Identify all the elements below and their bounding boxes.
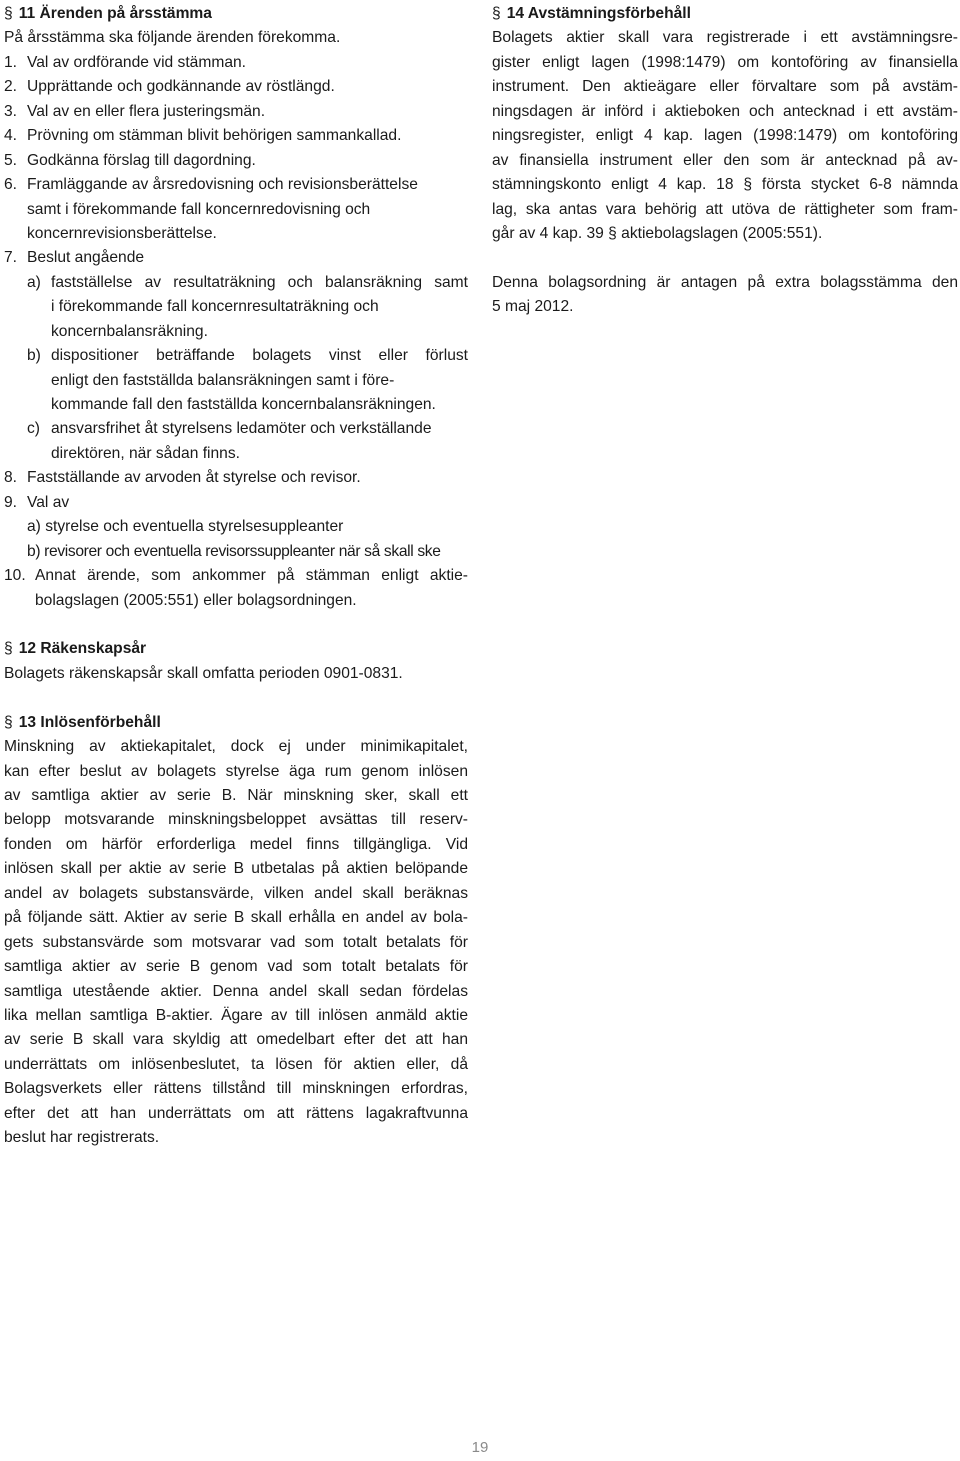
item-text: Val av	[27, 493, 70, 511]
agenda-item-7a	[4, 271, 468, 295]
section-14-line: instrument. Den aktieägare eller förvaltare som på avstäm-	[492, 78, 958, 96]
spacer	[4, 613, 468, 637]
section-14-line: Bolagets aktier skall vara registrerade i ett avstämningsre-	[492, 29, 958, 47]
section-13-line: andel av bolagets substansvärde, vilken andel skall beräknas	[4, 884, 468, 902]
adoption-date: 5 maj 2012.	[492, 298, 574, 316]
sub-item-text: dispositioner beträffande bolagets vinst eller förlust	[51, 347, 468, 365]
section-13-line: samtliga aktier av serie B genom vad som totalt betalats för	[4, 958, 468, 976]
section-12-title: 12 Räkenskapsår	[18, 640, 147, 658]
agenda-item-4	[4, 124, 468, 148]
section-11-heading	[4, 2, 468, 26]
section-13-line: inlösen skall per aktie av serie B utbetalas på aktien belöpande	[4, 860, 468, 878]
adoption-statement: Denna bolagsordning är antagen på extra bolagsstämma den	[492, 273, 958, 291]
section-13-line: beslut har registrerats.	[4, 1129, 160, 1147]
sub-item-text: ansvarsfrihet åt styrelsens ledamöter och verkställande	[51, 420, 432, 438]
agenda-item-10	[4, 564, 468, 588]
section-13-line: Minskning av aktiekapitalet, dock ej under minimikapitalet,	[4, 738, 468, 756]
item-number: 6.	[4, 176, 18, 194]
section-sign: §	[4, 640, 13, 658]
item-text: Beslut angående	[27, 249, 145, 267]
agenda-item-5	[4, 149, 468, 173]
page-number: 19	[471, 1439, 489, 1456]
spacer	[492, 246, 958, 270]
section-14-heading	[492, 2, 958, 26]
left-column	[4, 2, 468, 1151]
item-number: 2.	[4, 78, 18, 96]
sub-item-label: a)	[27, 273, 41, 291]
agenda-item-10-line-2: bolagslagen (2005:551) eller bolagsordningen.	[35, 591, 357, 609]
section-13-line: lika mellan samtliga B-aktier. Ägare av till inlösen anmäld aktie	[4, 1006, 468, 1024]
item-number: 1.	[4, 53, 18, 71]
item-number: 3.	[4, 102, 18, 120]
section-12-body: Bolagets räkenskapsår skall omfatta perioden 0901-0831.	[4, 664, 403, 682]
sub-item-label: c)	[27, 420, 40, 438]
section-14-line: av finansiella instrument eller den som är antecknad på av-	[492, 151, 958, 169]
section-13-line: av samtliga aktier av serie B. När minskning sker, skall ett	[4, 787, 468, 804]
agenda-item-6	[4, 173, 468, 197]
section-13-line: fonden om härför erforderliga medel finns tillgängliga. Vid	[4, 835, 468, 853]
section-13-line: belopp motsvarande minskningsbeloppet avsättas till reserv-	[4, 811, 468, 829]
item-number: 7.	[4, 249, 18, 267]
agenda-item-9a: a) styrelse och eventuella styrelsesuppleanter	[27, 518, 344, 536]
section-14-line: ningsdagen är införd i aktieboken och antecknad i ett avstäm-	[492, 102, 958, 120]
item-text: Upprättande och godkännande av röstlängd.	[27, 78, 335, 96]
section-14-line: går av 4 kap. 39 § aktiebolagslagen (2005:551).	[492, 224, 823, 242]
item-number: 8.	[4, 469, 18, 487]
agenda-item-6-line-2: samt i förekommande fall koncernredovisning och	[27, 200, 371, 218]
section-12-heading	[4, 637, 468, 661]
agenda-item-7b-line-2: enligt den fastställda balansräkningen samt i före-	[51, 371, 395, 389]
agenda-item-7c	[4, 417, 468, 441]
sub-item-label: b)	[27, 347, 41, 365]
section-14-line: gister enligt lagen (1998:1479) om kontoföring av finansiella	[492, 53, 958, 71]
item-number: 4.	[4, 127, 18, 145]
agenda-item-6-line-3: koncernrevisionsberättelse.	[27, 224, 217, 242]
spacer	[4, 686, 468, 710]
agenda-item-3	[4, 100, 468, 124]
agenda-item-7	[4, 246, 468, 270]
section-13-line: på följande sätt. Aktier av serie B skall erhålla en andel av bola-	[4, 909, 468, 927]
item-text: Framläggande av årsredovisning och revisionsberättelse	[27, 176, 418, 194]
sub-item-text: fastställelse av resultaträkning och balansräkning samt	[51, 273, 468, 291]
section-11-title: 11 Ärenden på årsstämma	[18, 5, 212, 22]
section-14-line: stämningskonto enligt 4 kap. 18 § första stycket 6-8 nämnda	[492, 176, 958, 194]
section-13-line: underrättats om inlösenbeslutet, ta lösen för aktien eller, då	[4, 1055, 468, 1073]
agenda-item-7c-line-2: direktören, när sådan finns.	[51, 444, 240, 462]
section-13-line: samtliga utestående aktier. Denna andel skall sedan fördelas	[4, 982, 468, 1000]
item-number: 9.	[4, 493, 18, 511]
section-13-line: kan efter beslut av bolagets styrelse äga rum genom inlösen	[4, 762, 468, 780]
section-14-line: lag, ska antas vara behörig att utöva de rättigheter som fram-	[492, 200, 958, 218]
section-13-line: gets substansvärde som motsvarar vad som totalt betalats för	[4, 933, 468, 951]
agenda-item-7b	[4, 344, 468, 368]
agenda-item-7b-line-3: kommande fall den fastställda koncernbalansräkningen.	[51, 396, 436, 413]
item-text: Godkänna förslag till dagordning.	[27, 151, 256, 169]
section-14-title: 14 Avstämningsförbehåll	[506, 5, 691, 22]
agenda-item-9b: b) revisorer och eventuella revisorssuppleanter när så skall ske	[27, 542, 441, 560]
section-14-line: ningsregister, enligt 4 kap. lagen (1998:1479) om kontoföring	[492, 127, 958, 145]
agenda-item-8	[4, 466, 468, 490]
item-text: Fastställande av arvoden åt styrelse och revisor.	[27, 469, 361, 487]
item-text: Val av ordförande vid stämman.	[27, 53, 246, 71]
agenda-item-7a-line-2: i förekommande fall koncernresultaträkning och	[51, 298, 379, 316]
section-13-heading	[4, 711, 468, 735]
section-sign: §	[492, 5, 501, 22]
item-text: Annat ärende, som ankommer på stämman enligt aktie-	[35, 567, 468, 585]
right-column	[492, 2, 958, 320]
section-11-intro: På årsstämma ska följande ärenden förekomma.	[4, 29, 341, 47]
item-number: 5.	[4, 151, 18, 169]
section-13-line: efter det att han underrättats om att rättens lagakraftvunna	[4, 1104, 468, 1122]
item-text: Prövning om stämman blivit behörigen sammankallad.	[27, 127, 402, 145]
section-13-title: 13 Inlösenförbehåll	[18, 713, 161, 731]
section-13-line: Bolagsverkets eller rättens tillstånd till minskningen erfordras,	[4, 1080, 468, 1098]
item-number: 10.	[4, 567, 26, 585]
agenda-item-9	[4, 491, 468, 515]
agenda-item-2	[4, 75, 468, 99]
agenda-item-7a-line-3: koncernbalansräkning.	[51, 322, 208, 340]
section-sign: §	[4, 713, 13, 731]
section-sign: §	[4, 5, 13, 22]
agenda-item-1	[4, 51, 468, 75]
section-13-line: av serie B skall vara skyldig att omedelbart efter det att han	[4, 1031, 468, 1049]
item-text: Val av en eller flera justeringsmän.	[27, 102, 266, 120]
